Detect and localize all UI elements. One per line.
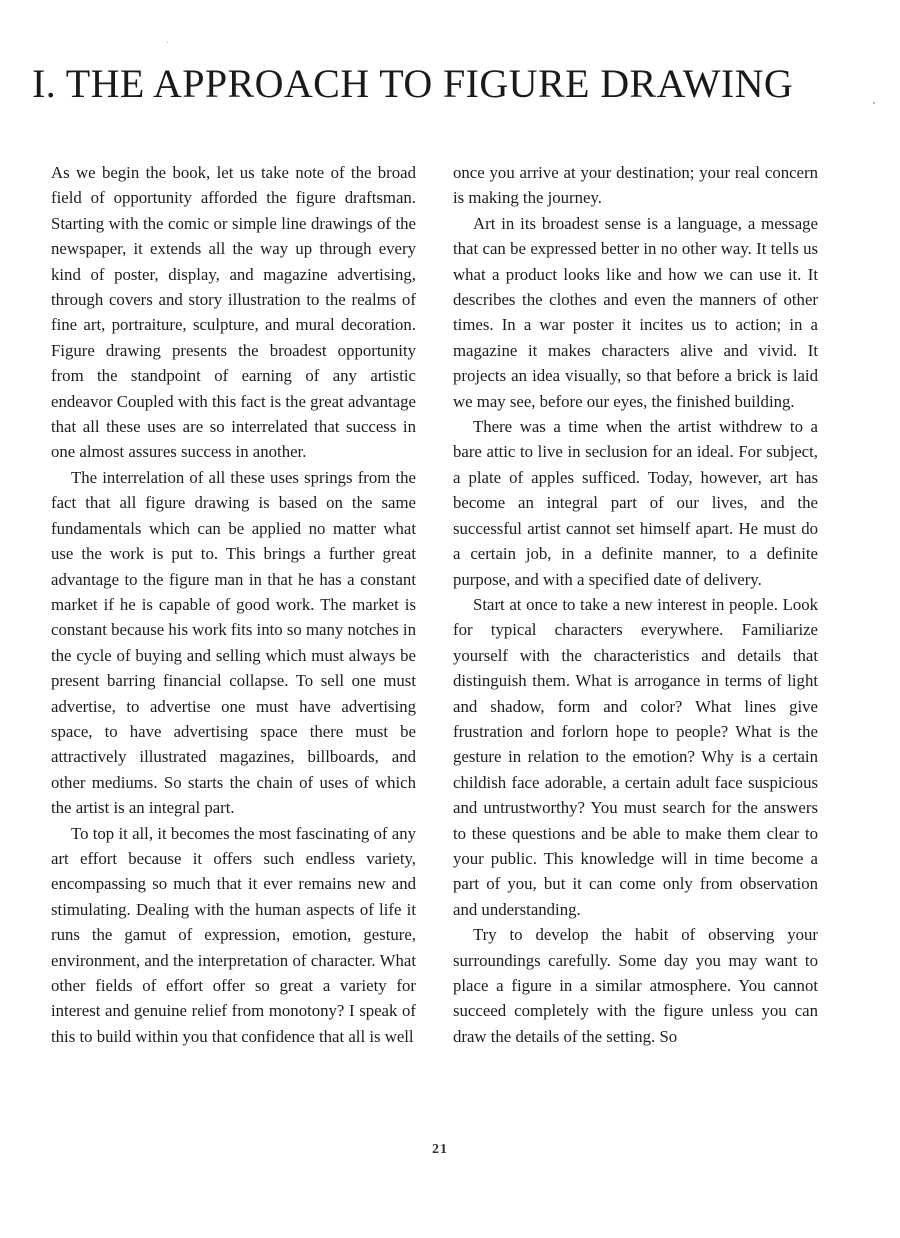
scan-speck	[873, 102, 875, 104]
paragraph: As we begin the book, let us take note of the broad field of opportunity afforded the figure draftsman. Starting with the comic or simple line drawings of the newspaper, it extends all the way up through every kind of poster, display, and magazine advertising, through covers and story illustration to the realms of fine art, portraiture, sculpture, and mural decoration. Figure drawing presents the broadest opportunity from the standpoint of earning of any artistic endeavor Coupled with this fact is the great advantage that all these uses are so interrelated that success in one almost assures success in another.	[51, 163, 416, 462]
paragraph: Start at once to take a new interest in people. Look for typical characters everywhere. Familiarize yourself with the characteristics and details that distinguish them. What is arrogance in terms of light and shadow, form and color? What lines give frustration and forlorn hope to people? What is the gesture in relation to the emotion? Why is a certain childish face adorable, a certain adult face suspicious and untrustworthy? You must search for the answers to these questions and be able to make them clear to your public. This knowledge will in time become a part of you, but it can come only from observation and understanding.	[453, 594, 818, 919]
scan-speck	[167, 42, 168, 43]
paragraph: To top it all, it becomes the most fascinating of any art effort because it offers such endless variety, encompassing so much that it ever remains new and stimulating. Dealing with the human aspects of life it runs the gamut of expression, emotion, gesture, environment, and the interpretation of character. What other fields of effort offer so great a variety for interest and genuine relief from monotony? I speak of this to build within you that confidence that all is well	[51, 823, 416, 1046]
left-column	[51, 160, 416, 1049]
right-column	[453, 160, 818, 1049]
paragraph: There was a time when the artist withdrew to a bare attic to live in seclusion for an ideal. For subject, a plate of apples sufficed. Today, however, art has become an integral part of our lives, and the successful artist cannot set himself apart. He must do a certain job, in a definite manner, to a definite purpose, and with a specified date of delivery.	[453, 417, 818, 589]
chapter-title: I. THE APPROACH TO FIGURE DRAWING	[32, 61, 794, 106]
paragraph: Art in its broadest sense is a language, a message that can be expressed better in no other way. It tells us what a product looks like and how we can use it. It describes the clothes and even the manners of other times. In a war poster it incites us to action; in a magazine it makes characters alive and vivid. It projects an idea visually, so that before a brick is laid we may see, before our eyes, the finished building.	[453, 213, 818, 411]
paragraph-continuation: once you arrive at your destination; your real concern is making the journey.	[453, 163, 818, 208]
paragraph: The interrelation of all these uses springs from the fact that all figure drawing is based on the same fundamentals which can be applied no matter what use the work is put to. This brings a further great advantage to the figure man in that he has a constant market if he is capable of good work. The market is constant because his work fits into so many notches in the cycle of buying and selling which must always be present barring financial collapse. To sell one must advertise, to advertise one must have advertising space, to have advertising space there must be attractively illustrated magazines, billboards, and other mediums. So starts the chain of uses of which the artist is an integral part.	[51, 467, 416, 818]
paragraph: Try to develop the habit of observing your surroundings carefully. Some day you may want to place a figure in a similar atmosphere. You cannot succeed completely with the figure unless you can draw the details of the setting. So	[453, 925, 818, 1046]
page-number: 21	[432, 1142, 448, 1157]
